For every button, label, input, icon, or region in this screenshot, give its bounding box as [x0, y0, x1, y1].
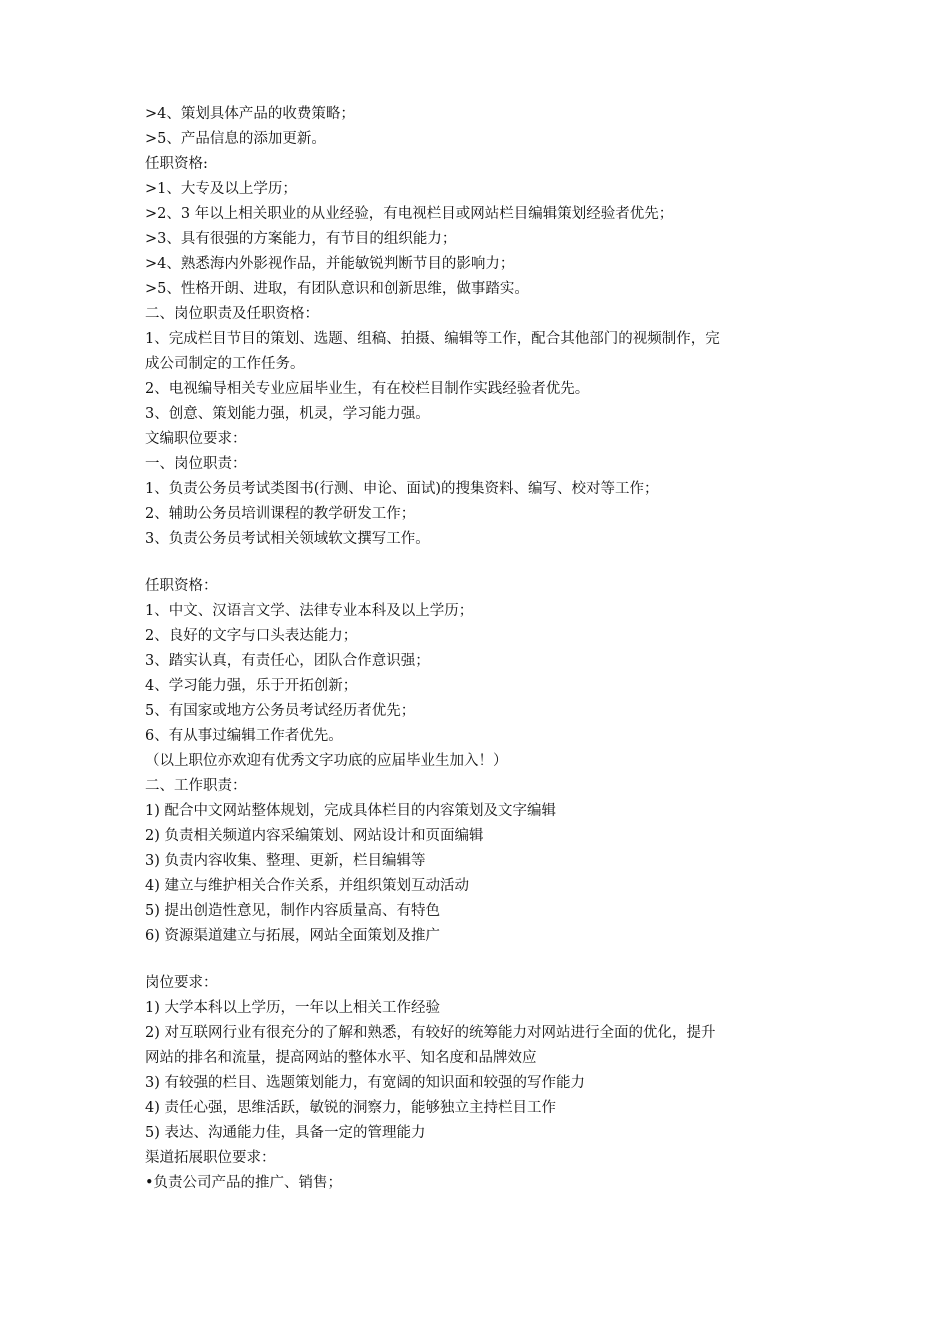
section-heading: 二、岗位职责及任职资格：: [145, 306, 319, 322]
text-line: >2、3 年以上相关职业的从业经验，有电视栏目或网站栏目编辑策划经验者优先；: [145, 206, 674, 222]
text-line: 2) 负责相关频道内容采编策划、网站设计和页面编辑: [145, 828, 484, 844]
section-heading: 任职资格:: [145, 156, 208, 172]
text-line: 1、负责公务员考试类图书(行测、申论、面试)的搜集资料、编写、校对等工作；: [145, 481, 659, 497]
text-line: 4、学习能力强，乐于开拓创新；: [145, 678, 358, 694]
text-line: 3、负责公务员考试相关领域软文撰写工作。: [145, 531, 430, 547]
text-line: 3) 有较强的栏目、选题策划能力，有宽阔的知识面和较强的写作能力: [145, 1075, 585, 1091]
blank-line: [145, 949, 815, 971]
text-line: 1、中文、汉语言文学、法律专业本科及以上学历；: [145, 603, 474, 619]
blank-line: [145, 552, 815, 574]
document-body: [145, 102, 815, 1196]
text-line: 2、电视编导相关专业应届毕业生，有在校栏目制作实践经验者优先。: [145, 381, 590, 397]
text-line: 6) 资源渠道建立与拓展，网站全面策划及推广: [145, 928, 440, 944]
section-heading: 渠道拓展职位要求：: [145, 1150, 276, 1166]
text-line: 4) 建立与维护相关合作关系，并组织策划互动活动: [145, 878, 469, 894]
text-line: 2、辅助公务员培训课程的教学研发工作；: [145, 506, 416, 522]
section-heading: 二、工作职责：: [145, 778, 247, 794]
text-line: 5、有国家或地方公务员考试经历者优先；: [145, 703, 416, 719]
text-line: >5、性格开朗、进取，有团队意识和创新思维，做事踏实。: [145, 281, 529, 297]
text-line: 成公司制定的工作任务。: [145, 356, 305, 372]
text-line: 6、有从事过编辑工作者优先。: [145, 728, 343, 744]
text-line: 5) 提出创造性意见，制作内容质量高、有特色: [145, 903, 440, 919]
text-line: >4、策划具体产品的收费策略；: [145, 106, 355, 122]
text-line: 5) 表达、沟通能力佳，具备一定的管理能力: [145, 1125, 426, 1141]
text-line: 4) 责任心强，思维活跃，敏锐的洞察力，能够独立主持栏目工作: [145, 1100, 556, 1116]
text-line: 网站的排名和流量，提高网站的整体水平、知名度和品牌效应: [145, 1050, 537, 1066]
text-line: 2、良好的文字与口头表达能力；: [145, 628, 358, 644]
section-heading: 岗位要求：: [145, 975, 218, 991]
text-line: 2) 对互联网行业有很充分的了解和熟悉，有较好的统筹能力对网站进行全面的优化，提升: [145, 1025, 716, 1041]
section-heading: 一、岗位职责：: [145, 456, 247, 472]
text-line: 3、创意、策划能力强，机灵，学习能力强。: [145, 406, 430, 422]
list-item: •负责公司产品的推广、销售；: [145, 1175, 343, 1191]
text-line: 1、完成栏目节目的策划、选题、组稿、拍摄、编辑等工作，配合其他部门的视频制作，完: [145, 331, 720, 347]
text-line: >3、具有很强的方案能力，有节目的组织能力；: [145, 231, 457, 247]
text-line: （以上职位亦欢迎有优秀文字功底的应届毕业生加入！）: [145, 753, 508, 769]
text-line: >5、产品信息的添加更新。: [145, 131, 326, 147]
section-heading: 任职资格：: [145, 578, 218, 594]
text-line: 3) 负责内容收集、整理、更新，栏目编辑等: [145, 853, 426, 869]
text-line: 3、踏实认真，有责任心，团队合作意识强；: [145, 653, 430, 669]
text-line: >1、大专及以上学历；: [145, 181, 297, 197]
section-heading: 文编职位要求：: [145, 431, 247, 447]
text-line: >4、熟悉海内外影视作品，并能敏锐判断节目的影响力；: [145, 256, 515, 272]
text-line: 1) 大学本科以上学历，一年以上相关工作经验: [145, 1000, 440, 1016]
text-line: 1) 配合中文网站整体规划，完成具体栏目的内容策划及文字编辑: [145, 803, 556, 819]
